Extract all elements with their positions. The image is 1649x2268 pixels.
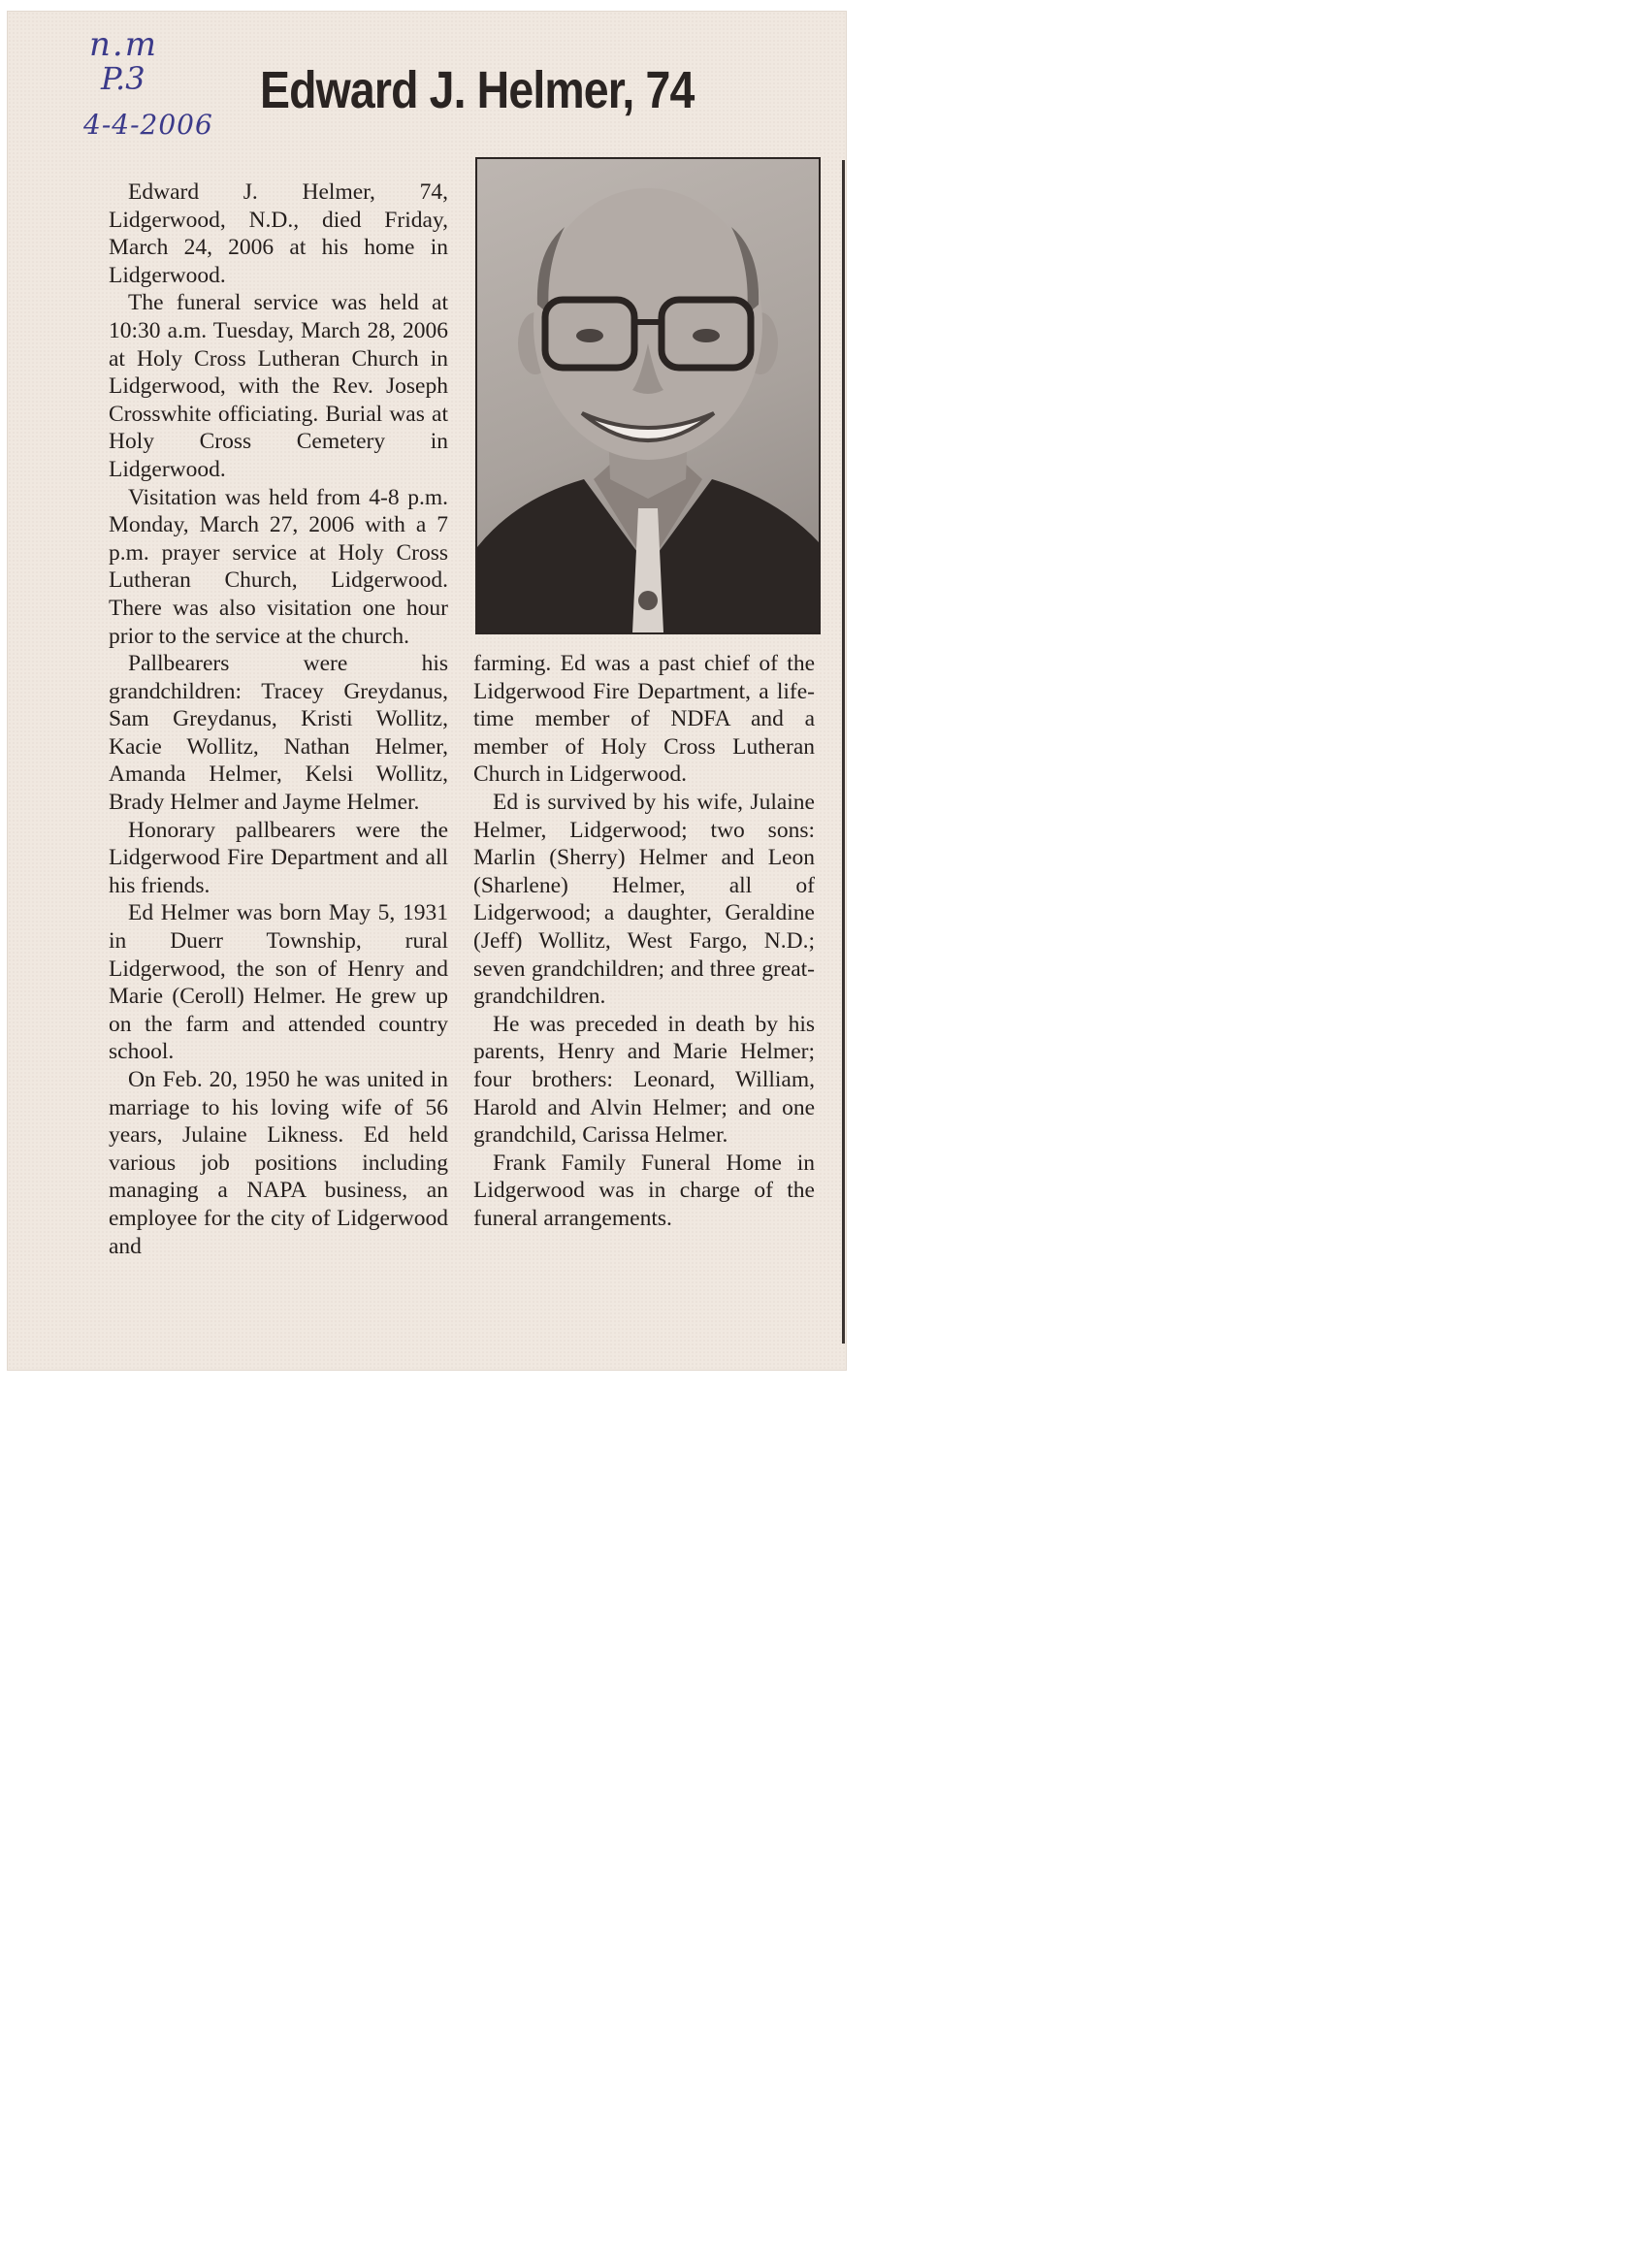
left-paragraph-6: Ed Helmer was born May 5, 1931 in Duerr Township, rural Lidgerwood, the son of Henry and Marie (Ceroll) Helmer. He grew up on the farm and attended country school. <box>109 900 448 1065</box>
left-paragraph-5: Honorary pallbearers were the Lidgerwood Fire Department and all his friends. <box>109 817 448 898</box>
handwritten-note-date: 4-4-2006 <box>83 109 213 141</box>
left-paragraph-2: The funeral service was held at 10:30 a.m. Tuesday, March 28, 2006 at Holy Cross Lutheran Church in Lidgerwood, with the Rev. Joseph Crosswhite officiating. Burial was at Holy Cross Cemetery in Lidgerwood. <box>109 290 448 482</box>
obituary-headline: Edward J. Helmer, 74 <box>260 61 695 119</box>
portrait-photo <box>475 157 821 634</box>
left-paragraph-1: Edward J. Helmer, 74, Lidgerwood, N.D., died Friday, March 24, 2006 at his home in Lidgerwood. <box>109 179 448 288</box>
handwritten-note-line-2: P.3 <box>101 60 146 97</box>
left-paragraph-3: Visitation was held from 4-8 p.m. Monday, March 27, 2006 with a 7 p.m. prayer service at Holy Cross Lutheran Church, Lidgerwood. There was also visitation one hour prior to the service at the church. <box>109 484 448 649</box>
left-paragraph-4: Pallbearers were his grandchildren: Tracey Greydanus, Sam Greydanus, Kristi Wollitz, Kacie Wollitz, Nathan Helmer, Amanda Helmer, Kelsi Wollitz, Brady Helmer and Jayme Helmer. <box>109 651 448 816</box>
left-paragraph-7: On Feb. 20, 1950 he was united in marriage to his loving wife of 56 years, Julaine Likness. Ed held various job positions including managing a NAPA business, an employee for the city of Lidgerwood and <box>109 1067 448 1259</box>
obituary-right-column <box>473 650 815 1232</box>
right-paragraph-2: Ed is survived by his wife, Julaine Helmer, Lidgerwood; two sons: Marlin (Sherry) Helmer and Leon (Sharlene) Helmer, all of Lidgerwood; a daughter, Geraldine (Jeff) Wollitz, West Fargo, N.D.; seven grandchildren; and three great-grandchildren. <box>473 789 815 1010</box>
right-paragraph-1: farming. Ed was a past chief of the Lidgerwood Fire Department, a life-time member of NDFA and a member of Holy Cross Lutheran Church in Lidgerwood. <box>473 651 815 788</box>
handwritten-note-line-1: n.m <box>89 25 158 64</box>
right-paragraph-3: He was preceded in death by his parents, Henry and Marie Helmer; four brothers: Leonard, William, Harold and Alvin Helmer; and one grandchild, Carissa Helmer. <box>473 1011 815 1149</box>
portrait-illustration <box>477 159 819 632</box>
clipping-edge-shadow <box>842 160 845 1344</box>
obituary-left-column <box>109 178 448 1260</box>
right-paragraph-4: Frank Family Funeral Home in Lidgerwood was in charge of the funeral arrangements. <box>473 1150 815 1231</box>
